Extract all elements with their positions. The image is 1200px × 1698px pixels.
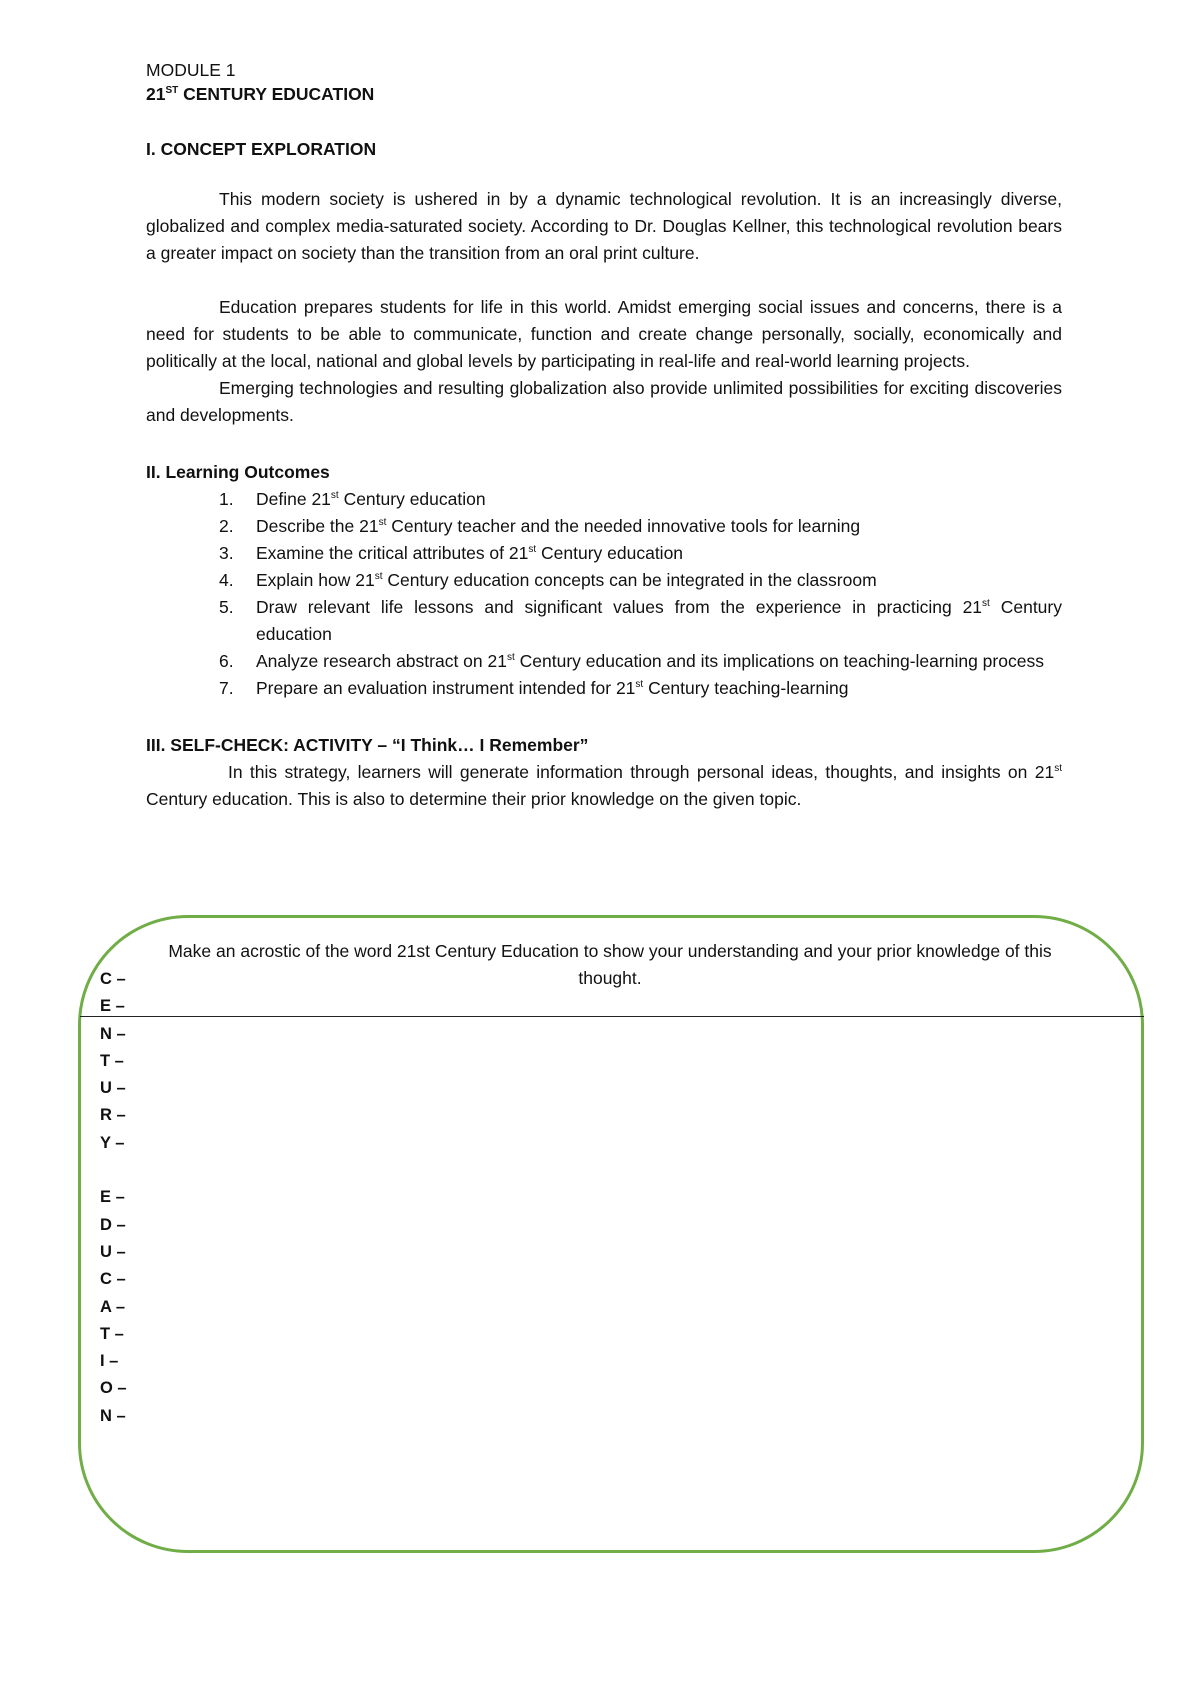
outcome-item [146, 675, 1062, 702]
module-label: MODULE 1 [146, 60, 236, 80]
outcome-text-before: Draw relevant life lessons and significant values from the experience in practicing 21 [256, 597, 983, 617]
outcome-number: 6. [219, 651, 234, 671]
acrostic-letter: A – [100, 1297, 126, 1316]
outcome-text-after: Century education concepts can be integrated in the classroom [382, 570, 877, 590]
outcome-superscript: st [506, 652, 515, 664]
outcome-superscript: st [330, 490, 339, 502]
outcome-text-after: Century teacher and the needed innovative tools for learning [386, 516, 861, 536]
title-rest: CENTURY EDUCATION [178, 84, 375, 104]
document-page [146, 58, 1062, 813]
outcome-text-after: Century education [256, 597, 1062, 644]
outcome-text-after: Century education and its implications on teaching-learning process [514, 651, 1044, 671]
acrostic-letter: C – [100, 970, 126, 988]
concept-paragraph-1: This modern society is ushered in by a dynamic technological revolution. It is an increasingly diverse, globalized and complex media-saturated society. According to Dr. Douglas Kellner, this technological revolution bears a greater impact on society than the transition from an oral print culture. [146, 189, 1062, 263]
outcomes-list [146, 486, 1062, 702]
outcome-text-after: Century teaching-learning [643, 678, 849, 698]
activity-box [78, 915, 1144, 1553]
outcome-number: 2. [219, 516, 234, 536]
outcome-item [146, 594, 1062, 648]
acrostic-letter: U – [100, 1242, 126, 1261]
title-superscript: ST [165, 85, 179, 97]
outcome-number: 1. [219, 489, 234, 509]
outcome-text-before: Analyze research abstract on 21 [256, 651, 507, 671]
self-check-heading: III. SELF-CHECK: ACTIVITY – “I Think… I Remember” [146, 735, 589, 755]
outcomes-heading: II. Learning Outcomes [146, 462, 330, 482]
outcome-text-after: Century education [338, 489, 486, 509]
acrostic-letters [100, 966, 127, 1430]
concept-paragraph-2: Education prepares students for life in this world. Amidst emerging social issues and concerns, there is a need for students to be able to communicate, function and create change personally, socially, economically and politically at the local, national and global levels by participating in real-life and real-world learning projects. [146, 297, 1062, 371]
outcome-superscript: st [378, 517, 387, 529]
title-number: 21 [146, 84, 166, 104]
outcome-superscript: st [635, 679, 644, 691]
acrostic-spacer [100, 1157, 127, 1184]
acrostic-letter: D – [100, 1215, 126, 1234]
outcome-text-before: Define 21 [256, 489, 331, 509]
acrostic-letter: R – [100, 1106, 126, 1125]
acrostic-letter: C – [100, 1270, 126, 1289]
acrostic-letter: Y – [100, 1133, 125, 1152]
acrostic-letter: U – [100, 1079, 126, 1098]
acrostic-letter: T – [100, 1051, 124, 1070]
self-check-superscript: st [1054, 763, 1062, 775]
activity-divider [80, 1016, 1144, 1017]
acrostic-letter: T – [100, 1324, 124, 1343]
outcome-text-before: Examine the critical attributes of 21 [256, 543, 529, 563]
acrostic-letter: N – [100, 1024, 126, 1043]
outcome-item [146, 540, 1062, 567]
outcome-superscript: st [982, 598, 990, 610]
concept-heading: I. CONCEPT EXPLORATION [146, 139, 377, 159]
outcome-item [146, 648, 1062, 675]
outcome-item [146, 567, 1062, 594]
outcome-number: 4. [219, 570, 234, 590]
activity-instruction: Make an acrostic of the word 21st Century Education to show your understanding and your prior knowledge of this thought. [168, 941, 1052, 988]
outcome-number: 3. [219, 543, 234, 563]
self-check-text-before: In this strategy, learners will generate information through personal ideas, thoughts, and insights on 21 [228, 762, 1055, 782]
outcome-text-before: Describe the 21 [256, 516, 379, 536]
outcome-item [146, 513, 1062, 540]
outcome-number: 5. [219, 597, 234, 617]
outcome-text-after: Century education [536, 543, 684, 563]
self-check-paragraph [146, 759, 1062, 813]
acrostic-letter: I – [100, 1352, 119, 1371]
outcome-superscript: st [374, 571, 383, 583]
acrostic-letter: E – [100, 997, 125, 1016]
acrostic-letter: E – [100, 1188, 125, 1207]
outcome-superscript: st [528, 544, 537, 556]
outcome-item [146, 486, 1062, 513]
acrostic-letter: O – [100, 1379, 127, 1398]
self-check-text-after: Century education. This is also to determine their prior knowledge on the given topic. [146, 789, 802, 809]
concept-paragraph-3: Emerging technologies and resulting globalization also provide unlimited possibilities for exciting discoveries and developments. [146, 378, 1062, 425]
outcome-number: 7. [219, 678, 234, 698]
acrostic-letter: N – [100, 1406, 126, 1425]
outcome-text-before: Prepare an evaluation instrument intended for 21 [256, 678, 636, 698]
module-title [146, 82, 1062, 106]
outcome-text-before: Explain how 21 [256, 570, 375, 590]
